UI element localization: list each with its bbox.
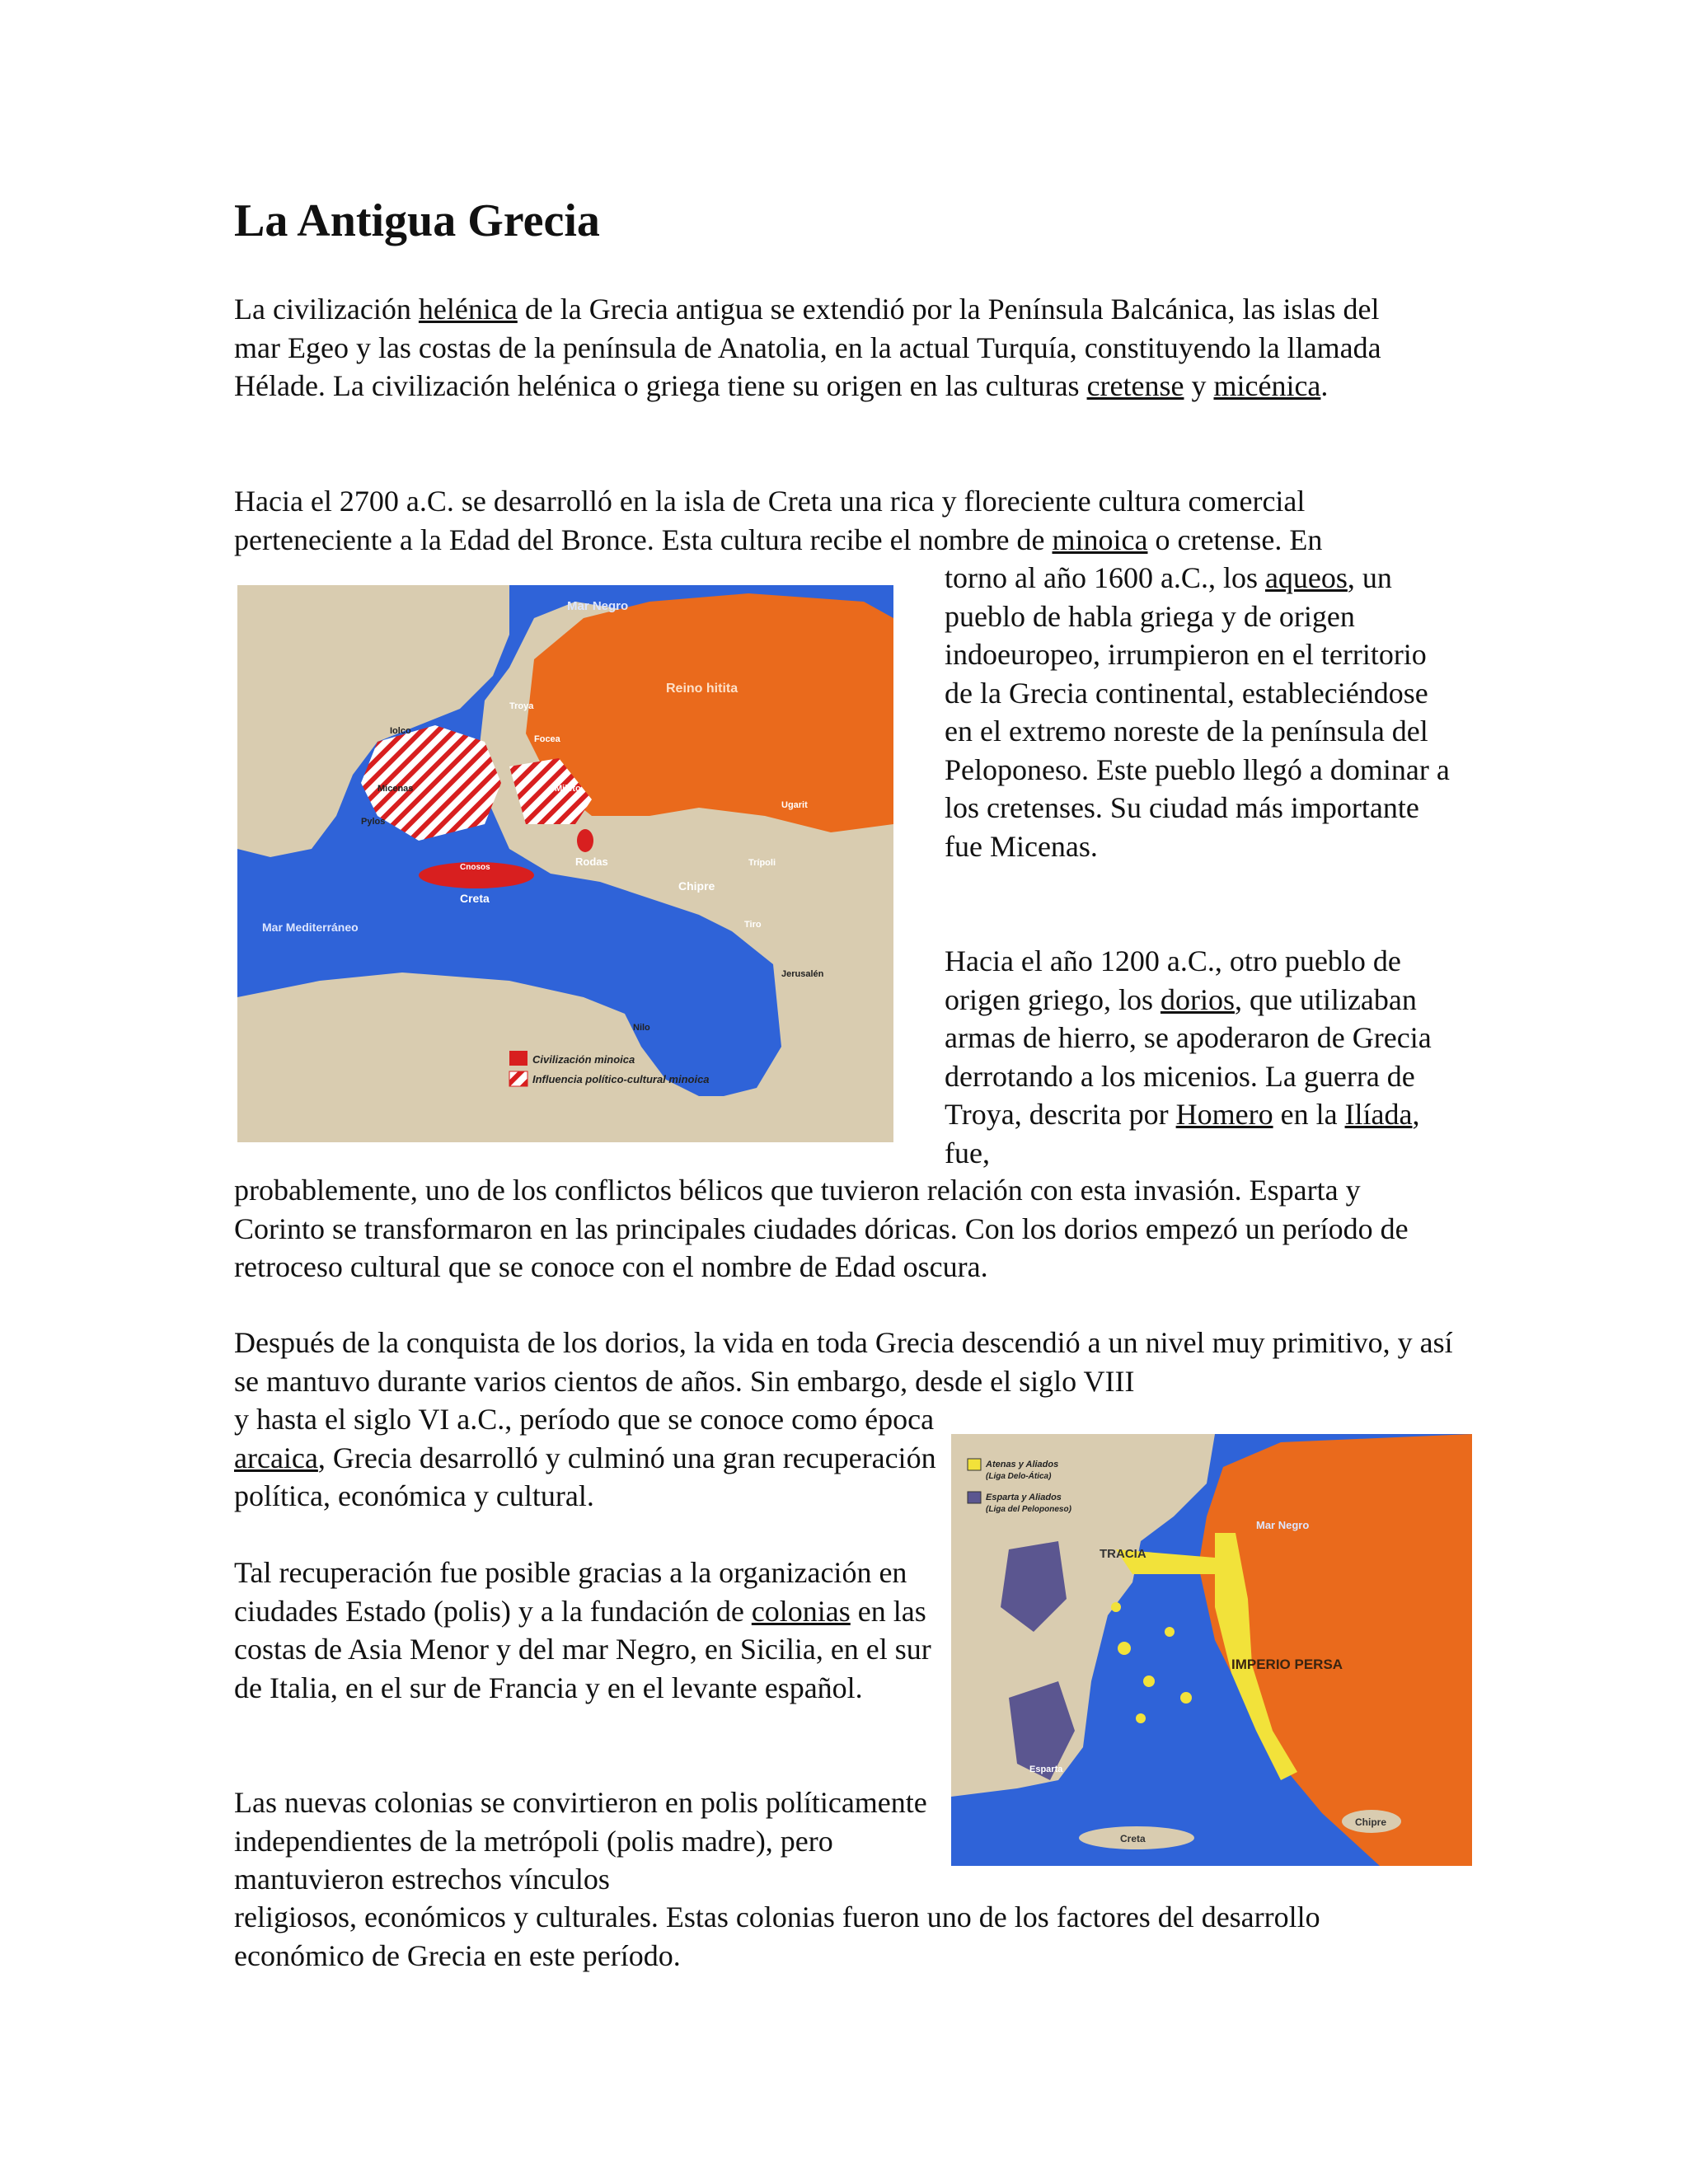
link-aqueos[interactable]: aqueos xyxy=(1264,561,1348,594)
link-minoica[interactable]: minoica xyxy=(1052,523,1148,556)
map-minoan-civilization xyxy=(237,585,893,1142)
label-rodas: Rodas xyxy=(575,855,608,868)
label-creta: Creta xyxy=(460,892,490,905)
link-iliada[interactable]: Ilíada xyxy=(1344,1098,1413,1131)
legend-influencia: Influencia político-cultural minoica xyxy=(532,1073,710,1085)
map-minoan-svg xyxy=(237,585,893,1142)
island xyxy=(1180,1692,1192,1704)
label-mar-negro: Mar Negro xyxy=(1256,1519,1310,1531)
label-tracia: TRACIA xyxy=(1100,1547,1146,1561)
text: , Grecia desarrolló y culminó una gran recuperación política, económica y cultural. xyxy=(234,1441,936,1512)
text: . xyxy=(1320,369,1329,402)
link-helenica[interactable]: helénica xyxy=(418,293,518,326)
link-colonias[interactable]: colonias xyxy=(751,1594,851,1628)
text: , un pueblo de habla griega y de origen indoeuropeo, irrumpieron en el territorio de la Grecia continental, estableciéndose en el extremo noreste de la península del Peloponeso. Este pueblo llegó a dominar a los cretenses. Su ciudad más importante fue Micenas. xyxy=(945,561,1450,863)
text: Hacia el año 1200 a.C., otro pueblo de origen griego, los xyxy=(945,944,1401,1016)
text: Tal recuperación fue posible gracias a la organización en ciudades Estado (polis) y a la fundación de xyxy=(234,1556,907,1628)
rhodes xyxy=(577,829,593,852)
legend-civ-minoica: Civilización minoica xyxy=(532,1053,635,1066)
legend-atenas: Atenas y Aliados xyxy=(986,1460,1059,1469)
text: torno al año 1600 a.C., los xyxy=(945,561,1265,594)
text: religiosos, económicos y culturales. Estas colonias fueron uno de los factores del desarrollo económico de Grecia en este período. xyxy=(234,1900,1320,1972)
label-jerusalen: Jerusalén xyxy=(781,969,824,979)
paragraph-2-side xyxy=(945,559,1456,865)
label-mar-negro: Mar Negro xyxy=(567,599,629,613)
legend-swatch-athens xyxy=(968,1459,981,1470)
legend-swatch-minoan xyxy=(509,1051,528,1066)
paragraph-5 xyxy=(234,1554,959,1707)
label-iolco: Iolco xyxy=(390,726,411,736)
text: probablemente, uno de los conflictos bélicos que tuvieron relación con esta invasión. Esparta y Corinto se transformaron en las principales ciudades dóricas. Con los dorios empezó un período de retroceso cultural que se conoce con el nombre de Edad oscura. xyxy=(234,1174,1409,1283)
label-nilo: Nilo xyxy=(633,1023,650,1033)
legend-swatch-influence xyxy=(509,1071,528,1086)
label-mar-mediterraneo: Mar Mediterráneo xyxy=(262,921,359,934)
island xyxy=(1111,1602,1121,1612)
text: La civilización xyxy=(234,293,419,326)
label-chipre: Chipre xyxy=(678,879,715,893)
island xyxy=(1136,1713,1146,1723)
text: Hacia el 2700 a.C. se desarrolló en la isla de Creta una rica y floreciente cultura comercial perteneciente a la Edad del Bronce. Esta cultura recibe el nombre de xyxy=(234,485,1306,556)
label-tiro: Tiro xyxy=(744,920,762,930)
label-tripoli: Trípoli xyxy=(748,858,776,868)
link-homero[interactable]: Homero xyxy=(1175,1098,1273,1131)
label-mileto: Mileto xyxy=(555,784,581,794)
link-cretense[interactable]: cretense xyxy=(1086,369,1184,402)
map-greek-leagues xyxy=(951,1434,1472,1866)
label-cnosos: Cnosos xyxy=(460,863,490,872)
paragraph-3-side xyxy=(945,942,1464,1172)
island xyxy=(1165,1627,1175,1637)
island xyxy=(1118,1642,1131,1655)
label-creta: Creta xyxy=(1120,1833,1146,1844)
legend-esparta: Esparta y Aliados xyxy=(986,1493,1062,1502)
map-leagues-svg xyxy=(951,1434,1472,1866)
page-title: La Antigua Grecia xyxy=(234,195,600,246)
text: y xyxy=(1184,369,1214,402)
label-focea: Focea xyxy=(534,734,560,744)
legend-swatch-sparta xyxy=(968,1492,981,1503)
paragraph-6-full xyxy=(234,1898,1446,1975)
link-dorios[interactable]: dorios xyxy=(1160,982,1235,1016)
text: y hasta el siglo VI a.C., período que se conoce como época xyxy=(234,1403,935,1436)
label-reino-hitita: Reino hitita xyxy=(666,682,738,696)
paragraph-6-side xyxy=(234,1783,935,1899)
label-troya: Troya xyxy=(509,701,534,711)
label-chipre: Chipre xyxy=(1355,1816,1387,1828)
link-micenica[interactable]: micénica xyxy=(1213,369,1321,402)
label-esparta: Esparta xyxy=(1029,1765,1063,1774)
paragraph-3-full xyxy=(234,1171,1421,1286)
text: , que utilizaban armas de hierro, se apoderaron de Grecia derrotando a los micenios. La guerra de Troya, descrita por xyxy=(945,982,1432,1131)
paragraph-1 xyxy=(234,290,1429,405)
label-pylos: Pylos xyxy=(361,817,386,827)
text: Después de la conquista de los dorios, la vida en toda Grecia descendió a un nivel muy primitivo, y así se mantuvo durante varios cientos de años. Sin embargo, desde el siglo VIII xyxy=(234,1326,1453,1398)
text: Las nuevas colonias se convirtieron en polis políticamente independientes de la metrópoli (polis madre), pero mantuvieron estrechos vínculos xyxy=(234,1786,927,1896)
paragraph-2-intro xyxy=(234,482,1462,559)
text: , fue, xyxy=(945,1098,1420,1169)
text: de la Grecia antigua se extendió por la Península Balcánica, las islas del mar Egeo y las costas de la península de Anatolia, en la actual Turquía, constituyendo la llamada Hélade. La civilización helénica o griega tiene su origen en las culturas xyxy=(234,293,1381,402)
label-micenas: Micenas xyxy=(377,784,414,794)
paragraph-4-full xyxy=(234,1324,1462,1400)
label-ugarit: Ugarit xyxy=(781,800,808,810)
paragraph-4-side xyxy=(234,1400,959,1516)
text: en la xyxy=(1273,1098,1345,1131)
cyprus xyxy=(670,844,736,870)
island xyxy=(1143,1675,1155,1687)
text: en las costas de Asia Menor y del mar Negro, en Sicilia, en el sur de Italia, en el sur de Francia y en el levante español. xyxy=(234,1594,931,1704)
link-arcaica[interactable]: arcaica xyxy=(234,1441,318,1474)
legend-esparta-sub: (Liga del Peloponeso) xyxy=(986,1505,1071,1514)
legend-atenas-sub: (Liga Delo-Ática) xyxy=(986,1472,1052,1481)
text: o cretense. En xyxy=(1147,523,1323,556)
label-imperio-persa: IMPERIO PERSA xyxy=(1231,1657,1343,1672)
